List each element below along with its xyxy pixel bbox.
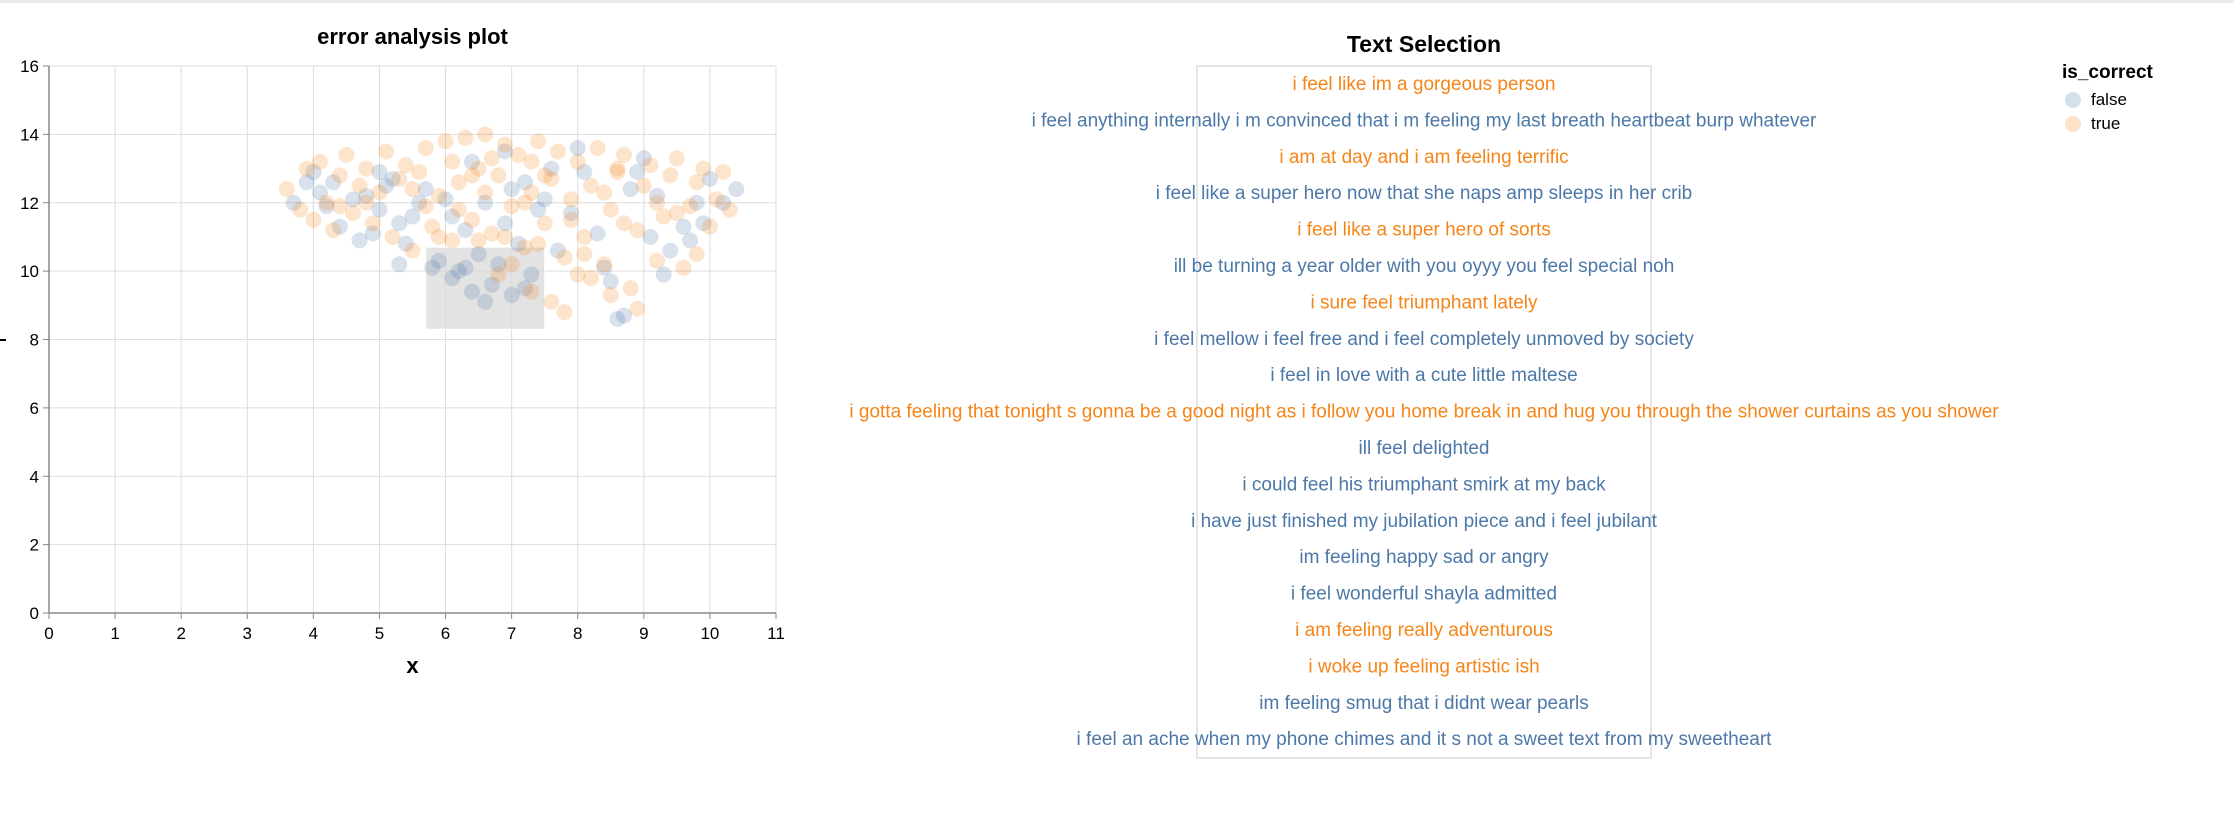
text-row: i sure feel triumphant lately <box>1310 292 1538 314</box>
y-tick-label: 4 <box>29 467 39 487</box>
legend-item-true[interactable] <box>2062 112 2153 136</box>
y-tick-label: 14 <box>20 125 39 145</box>
x-tick-label: 0 <box>44 624 54 643</box>
x-tick-label: 3 <box>242 624 253 643</box>
x-tick-label: 10 <box>700 624 720 643</box>
text-row: i could feel his triumphant smirk at my back <box>1242 474 1606 496</box>
legend-title: is_correct <box>2062 62 2153 83</box>
text-row: i have just finished my jubilation piece and i feel jubilant <box>1191 510 1657 532</box>
text-row: i feel like a super hero of sorts <box>1297 219 1551 241</box>
text-row: i am at day and i am feeling terrific <box>1279 146 1569 168</box>
legend-item-false[interactable] <box>2062 88 2153 112</box>
text-row: i gotta feeling that tonight s gonna be a good night as i follow you home break in and hug you through the shower curtains as you shower <box>849 401 1999 423</box>
text-row: i feel in love with a cute little maltese <box>1270 365 1578 387</box>
x-tick-label: 11 <box>767 624 785 643</box>
y-tick-label: 0 <box>29 604 39 623</box>
text-row: im feeling happy sad or angry <box>1299 547 1549 569</box>
text-row: i feel wonderful shayla admitted <box>1290 583 1558 605</box>
y-tick-label: 2 <box>29 535 39 555</box>
x-tick-label: 1 <box>110 624 120 643</box>
y-tick-label: 16 <box>20 57 39 76</box>
text-row: ill feel delighted <box>1358 438 1490 459</box>
text-row: i feel like a super hero now that she naps amp sleeps in her crib <box>1155 183 1693 205</box>
text-row: ill be turning a year older with you oyyy you feel special noh <box>1173 256 1675 277</box>
y-tick-label: 12 <box>20 193 39 213</box>
text-row: i am feeling really adventurous <box>1295 620 1553 641</box>
x-axis-title: x <box>406 653 419 678</box>
legend-swatch-true <box>2065 116 2081 132</box>
x-tick-label: 8 <box>572 624 583 643</box>
text-selection-title: Text Selection <box>1346 31 1502 57</box>
x-tick-label: 5 <box>374 624 385 643</box>
x-tick-label: 4 <box>308 624 319 643</box>
text-row: i woke up feeling artistic ish <box>1308 656 1540 678</box>
text-row: im feeling smug that i didnt wear pearls <box>1259 692 1589 714</box>
x-tick-label: 2 <box>176 624 186 643</box>
text-row: i feel anything internally i m convinced that i m feeling my last breath heartbeat burp whatever <box>1031 110 1817 132</box>
legend-label-false: false <box>2091 90 2127 109</box>
legend-swatch-false <box>2065 92 2081 108</box>
y-tick-label: 8 <box>29 330 39 350</box>
x-tick-label: 6 <box>440 624 451 643</box>
legend[interactable] <box>2062 62 2153 136</box>
x-tick-label: 9 <box>639 624 649 643</box>
x-tick-label: 7 <box>506 624 517 643</box>
text-row: i feel like im a gorgeous person <box>1292 74 1556 95</box>
scatter-title: error analysis plot <box>317 24 508 49</box>
text-row: i feel mellow i feel free and i feel completely unmoved by society <box>1154 328 1694 350</box>
text-row: i feel an ache when my phone chimes and it s not a sweet text from my sweetheart <box>1076 729 1772 751</box>
y-tick-label: 6 <box>29 398 39 418</box>
legend-label-true: true <box>2091 114 2121 133</box>
y-tick-label: 10 <box>20 262 39 282</box>
